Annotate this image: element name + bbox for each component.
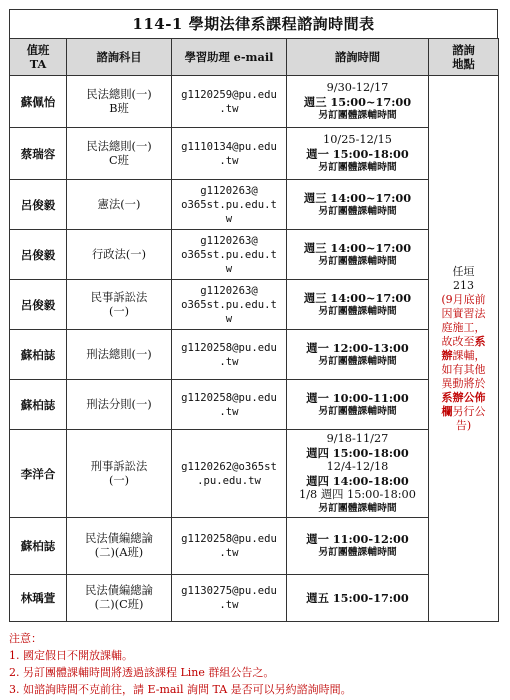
place-note-line <box>431 363 496 377</box>
group-session-note: 另訂團體課輔時間 <box>318 205 397 217</box>
email-line: .tw <box>219 405 239 418</box>
table-row <box>10 230 499 280</box>
subject-line: C班 <box>109 153 129 167</box>
time-cell <box>287 180 429 230</box>
email-line: g1130275@pu.edu <box>181 585 277 597</box>
email-line: g1120263@ <box>200 284 258 297</box>
subject-line: 民法債編總論 <box>85 532 153 545</box>
time-cell <box>287 128 429 180</box>
notes-heading: 注意： <box>9 632 42 645</box>
time-cell <box>287 76 429 128</box>
subject-line: 民法債編總論 <box>85 584 153 597</box>
place-note-part: 因實習法 <box>441 306 486 320</box>
email-line: g1120262@o365st <box>181 460 277 473</box>
place-cell <box>429 76 499 622</box>
group-session-note: 另訂團體課輔時間 <box>318 255 397 267</box>
place-note-line <box>431 391 496 405</box>
ta-name: 林瑀萱 <box>10 575 67 622</box>
group-session-note: 另訂團體課輔時間 <box>318 547 397 558</box>
group-session-note: 另訂團體課輔時間 <box>318 405 397 417</box>
email-line: .tw <box>219 355 239 368</box>
time-line: 週一 12:00-13:00 <box>306 340 409 355</box>
place-note-line <box>431 419 496 433</box>
place-note-part: 異動將於 <box>441 376 486 390</box>
group-session-note: 另訂團體課輔時間 <box>318 305 397 317</box>
place-note-line <box>431 307 496 321</box>
ta-name: 呂俊毅 <box>10 280 67 330</box>
email-line: .tw <box>219 599 239 611</box>
place-note-part: 課輔， <box>452 348 486 362</box>
header-row <box>10 39 499 76</box>
table-row <box>10 330 499 380</box>
email-cell <box>172 575 287 622</box>
place-note-part: 辦 <box>441 348 453 362</box>
place-note-part: (9月底前 <box>441 292 486 306</box>
note-item-2: 2. 另訂團體課輔時間將透過該課程 Line 群組公告之。 <box>9 666 275 679</box>
email-line: .tw <box>219 547 239 559</box>
subject-cell <box>67 230 172 280</box>
place-note-line <box>431 349 496 363</box>
ta-name: 呂俊毅 <box>10 230 67 280</box>
time-cell <box>287 575 429 622</box>
email-cell <box>172 518 287 575</box>
time-line: 週三 14:00~17:00 <box>303 290 412 305</box>
group-session-note: 另訂團體課輔時間 <box>318 502 397 514</box>
subject-line: 民法總則(一) <box>86 139 152 153</box>
time-line: 週四 14:00-18:00 <box>306 473 409 488</box>
table-row <box>10 518 499 575</box>
ta-name: 蘇柏誌 <box>10 330 67 380</box>
place-note-part: 欄 <box>441 404 453 418</box>
table-row <box>10 76 499 128</box>
subject-line: (一) <box>108 304 130 318</box>
time-line: 週一 15:00-18:00 <box>306 146 409 161</box>
header-time: 諮詢時間 <box>287 39 429 76</box>
table-row <box>10 575 499 622</box>
subject-line: 刑事訴訟法 <box>90 459 148 473</box>
email-line: g1120258@pu.edu <box>181 533 277 545</box>
time-line: 週五 15:00-17:00 <box>306 591 409 605</box>
email-line: g1120263@ <box>200 234 258 247</box>
time-line: 週三 14:00~17:00 <box>303 190 412 205</box>
note-item-1: 1. 國定假日不開放課輔。 <box>9 649 133 662</box>
subject-line: (一) <box>108 473 130 487</box>
time-cell <box>287 518 429 575</box>
email-line: w <box>225 312 233 325</box>
header-place: 諮詢 地點 <box>429 39 499 76</box>
email-cell <box>172 180 287 230</box>
table-row <box>10 180 499 230</box>
subject-line: 刑法分則(一) <box>86 397 152 411</box>
email-line: g1110134@pu.edu <box>181 140 277 153</box>
email-line: g1120258@pu.edu <box>181 391 277 404</box>
ta-name: 蘇佩怡 <box>10 76 67 128</box>
subject-cell <box>67 518 172 575</box>
email-line: .tw <box>219 102 239 115</box>
place-note-part: 庭施工， <box>441 320 486 334</box>
place-note-line <box>431 405 496 419</box>
email-line: w <box>225 212 233 225</box>
place-note-part: 告) <box>455 418 472 432</box>
email-line: g1120263@ <box>200 184 258 197</box>
subject-cell <box>67 575 172 622</box>
subject-line: 民事訴訟法 <box>90 290 148 304</box>
time-line: 9/18-11/27 <box>326 431 389 445</box>
group-session-note: 另訂團體課輔時間 <box>318 161 397 173</box>
schedule-table <box>9 38 499 622</box>
subject-cell <box>67 330 172 380</box>
email-cell <box>172 128 287 180</box>
table-row <box>10 380 499 430</box>
place-note-part: 系 <box>474 334 486 348</box>
place-note-line <box>431 293 496 307</box>
place-note-part: 故改至 <box>441 334 475 348</box>
subject-cell <box>67 180 172 230</box>
subject-line: 民法總則(一) <box>86 87 152 101</box>
time-cell <box>287 380 429 430</box>
ta-name: 蘇柏誌 <box>10 518 67 575</box>
subject-line: 行政法(一) <box>91 247 146 261</box>
header-subject: 諮詢科目 <box>67 39 172 76</box>
email-line: g1120258@pu.edu <box>181 341 277 354</box>
note-item-3: 3. 如諮詢時間不克前往，請 E-mail 詢問 TA 是否可以另約諮詢時間。 <box>9 683 352 696</box>
ta-name: 蘇柏誌 <box>10 380 67 430</box>
email-cell <box>172 230 287 280</box>
place-room-line: 任垣 <box>452 264 475 278</box>
table-row <box>10 280 499 330</box>
subject-line: (二)(C班) <box>94 598 144 611</box>
ta-name: 呂俊毅 <box>10 180 67 230</box>
place-note-line <box>431 321 496 335</box>
schedule-sheet <box>9 9 498 622</box>
subject-cell <box>67 380 172 430</box>
place-note-part: 如有其他 <box>441 362 486 376</box>
time-cell <box>287 280 429 330</box>
subject-cell <box>67 280 172 330</box>
place-note <box>431 293 496 433</box>
subject-cell <box>67 430 172 518</box>
time-line: 1/8 週四 15:00-18:00 <box>299 487 416 501</box>
time-line: 週三 15:00~17:00 <box>303 94 412 109</box>
page-title: 114-1 學期法律系課程諮詢時間表 <box>9 9 498 38</box>
time-line: 9/30-12/17 <box>326 80 389 94</box>
email-cell <box>172 330 287 380</box>
subject-cell <box>67 128 172 180</box>
email-cell <box>172 380 287 430</box>
group-session-note: 另訂團體課輔時間 <box>318 355 397 367</box>
time-cell <box>287 430 429 518</box>
email-line: o365st.pu.edu.t <box>181 198 277 211</box>
email-line: o365st.pu.edu.t <box>181 248 277 261</box>
header-email: 學習助理 e-mail <box>172 39 287 76</box>
subject-line: B班 <box>109 101 129 115</box>
time-line: 週三 14:00~17:00 <box>303 240 412 255</box>
ta-name: 李洋合 <box>10 430 67 518</box>
email-cell <box>172 76 287 128</box>
subject-line: 刑法總則(一) <box>86 347 152 361</box>
table-row <box>10 128 499 180</box>
time-line: 12/4-12/18 <box>326 459 389 473</box>
place-note-part: 另行公 <box>452 404 486 418</box>
header-ta: 值班 TA <box>10 39 67 76</box>
subject-cell <box>67 76 172 128</box>
email-cell <box>172 430 287 518</box>
time-line: 週四 15:00-18:00 <box>306 445 409 460</box>
time-cell <box>287 330 429 380</box>
group-session-note: 另訂團體課輔時間 <box>318 109 397 121</box>
time-cell <box>287 230 429 280</box>
place-room-line: 213 <box>453 278 474 292</box>
subject-line: (二)(A班) <box>94 546 144 559</box>
email-line: .pu.edu.tw <box>197 474 261 487</box>
subject-line: 憲法(一) <box>97 197 141 211</box>
place-note-line <box>431 377 496 391</box>
place-note-line <box>431 335 496 349</box>
time-line: 10/25-12/15 <box>323 132 392 146</box>
place-note-part: 系辦公佈 <box>441 390 486 404</box>
email-cell <box>172 280 287 330</box>
ta-name: 蔡瑞容 <box>10 128 67 180</box>
time-line: 週一 11:00-12:00 <box>306 532 409 546</box>
email-line: g1120259@pu.edu <box>181 88 277 101</box>
table-row <box>10 430 499 518</box>
time-line: 週一 10:00-11:00 <box>306 390 409 405</box>
email-line: w <box>225 262 233 275</box>
notes-section <box>9 630 504 698</box>
email-line: .tw <box>219 154 239 167</box>
email-line: o365st.pu.edu.t <box>181 298 277 311</box>
